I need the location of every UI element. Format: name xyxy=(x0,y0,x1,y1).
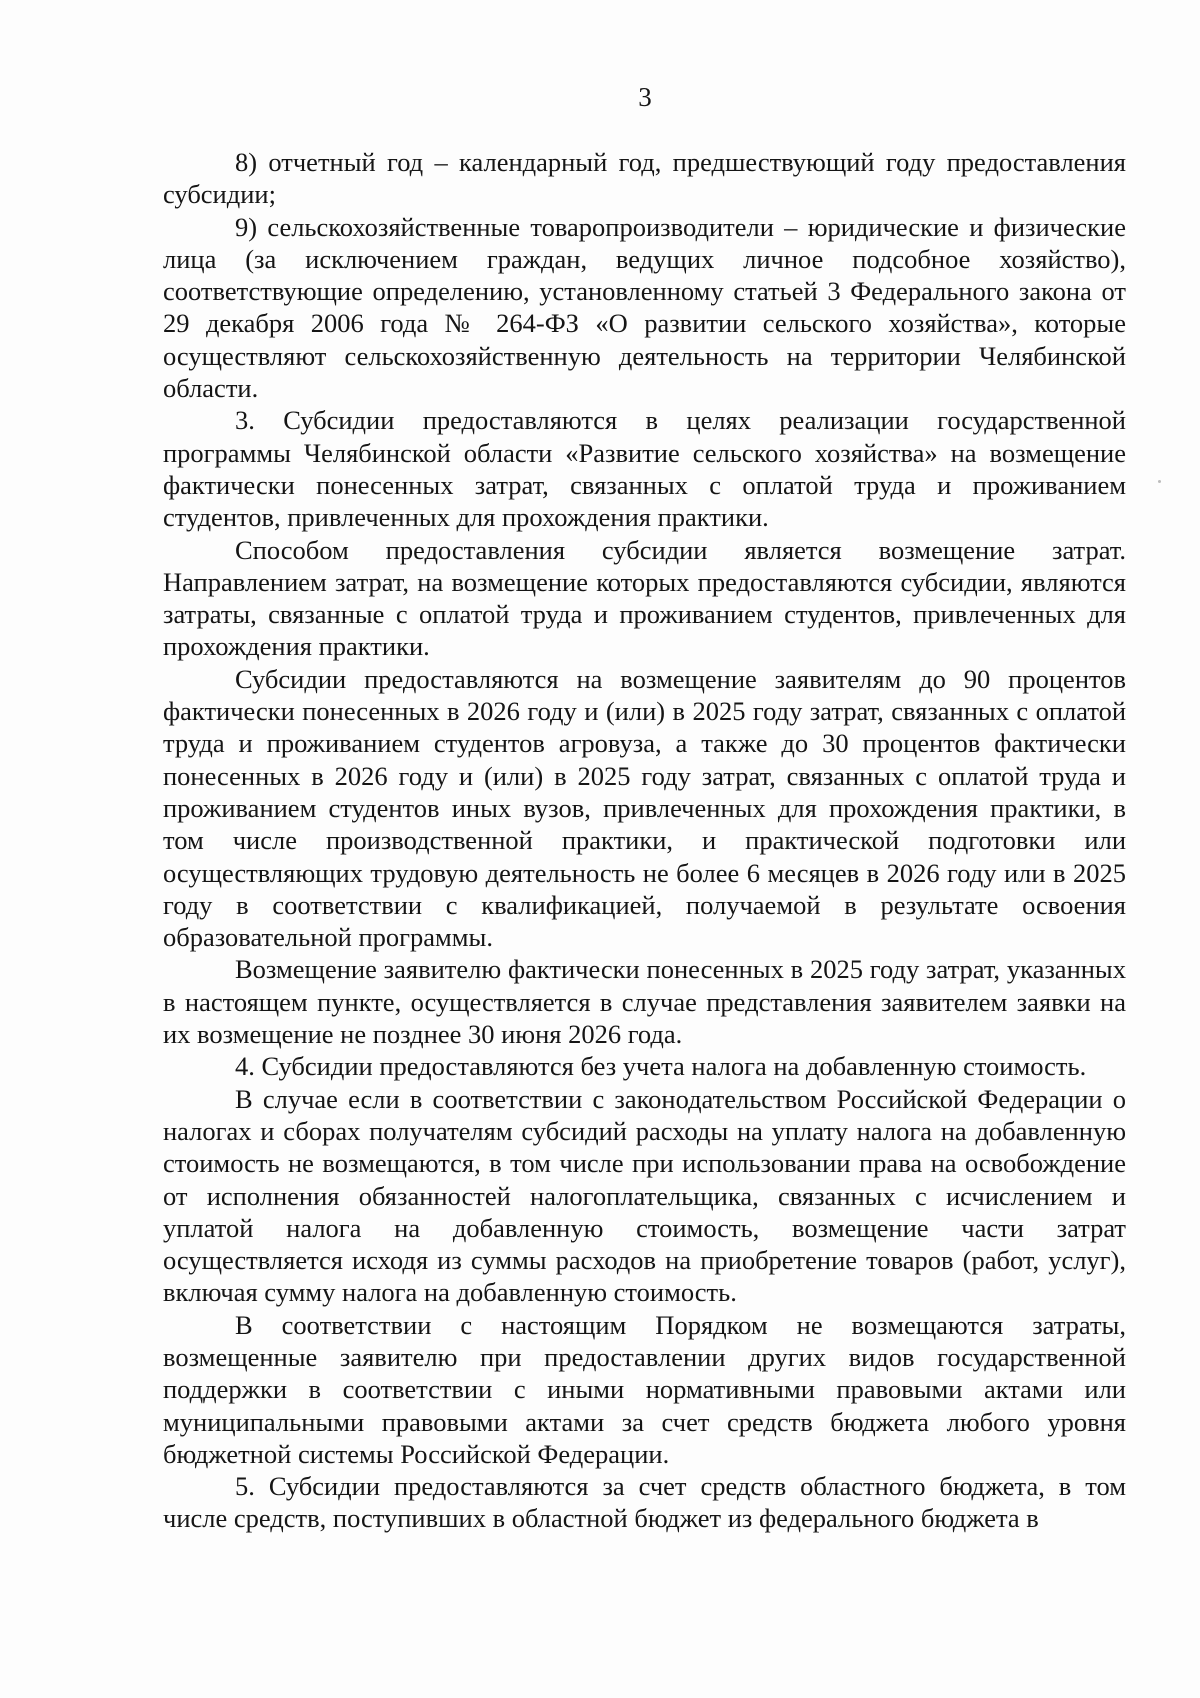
paragraph-percentages: Субсидии предоставляются на возмещение заявителям до 90 процентов фактически понесенных в 2026 году и (или) в 2025 году затрат, связанных с оплатой труда и проживанием студентов агровуза, а также до 30 процентов фактически понесенных в 2026 году и (или) в 2025 году затрат, связанных с оплатой труда и проживанием студентов иных вузов, привлеченных для прохождения практики, в том числе производственной практики, и практической подготовки или осуществляющих трудовую деятельность не более 6 месяцев в 2026 году или в 2025 году в соответствии с квалификацией, получаемой в результате освоения образовательной программы. xyxy=(163,663,1126,953)
paragraph-clause-3: 3. Субсидии предоставляются в целях реализации государственной программы Челябинской области «Развитие сельского хозяйства» на возмещение фактически понесенных затрат, связанных с оплатой труда и проживанием студентов, привлеченных для прохождения практики. xyxy=(163,405,1126,533)
document-body xyxy=(163,146,1126,1535)
paragraph-definition-8: 8) отчетный год – календарный год, предшествующий году предоставления субсидии; xyxy=(163,147,1126,210)
paragraph-definition-9: 9) сельскохозяйственные товаропроизводители – юридические и физические лица (за исключением граждан, ведущих личное подсобное хозяйство), соответствующие определению, установленному статьей 3 Федерального закона от 29 декабря 2006 года № 264-ФЗ «О развитии сельского хозяйства», которые осуществляют сельскохозяйственную деятельность на территории Челябинской области. xyxy=(163,211,1126,404)
paragraph-clause-5: 5. Субсидии предоставляются за счет средств областного бюджета, в том числе средств, поступивших в областной бюджет из федерального бюджета в xyxy=(163,1471,1126,1534)
page-number: 3 xyxy=(638,82,652,112)
paragraph-vat: В случае если в соответствии с законодательством Российской Федерации о налогах и сборах получателям субсидий расходы на уплату налога на добавленную стоимость не возмещаются, в том числе при использовании права на освобождение от исполнения обязанностей налогоплательщика, связанных с исчислением и уплатой налога на добавленную стоимость, возмещение части затрат осуществляется исходя из суммы расходов на приобретение товаров (работ, услуг), включая сумму налога на добавленную стоимость. xyxy=(163,1083,1126,1308)
scan-speck xyxy=(1158,480,1161,483)
paragraph-method: Способом предоставления субсидии является возмещение затрат. Направлением затрат, на возмещение которых предоставляются субсидии, являются затраты, связанные с оплатой труда и проживанием студентов, привлеченных для прохождения практики. xyxy=(163,534,1126,662)
paragraph-clause-4: 4. Субсидии предоставляются без учета налога на добавленную стоимость. xyxy=(235,1051,1087,1082)
paragraph-not-reimbursed: В соответствии с настоящим Порядком не возмещаются затраты, возмещенные заявителю при предоставлении других видов государственной поддержки в соответствии с иными нормативными правовыми актами или муниципальными правовыми актами за счет средств бюджета любого уровня бюджетной системы Российской Федерации. xyxy=(163,1309,1126,1469)
paragraph-reimbursement-2025: Возмещение заявителю фактически понесенных в 2025 году затрат, указанных в настоящем пункте, осуществляется в случае представления заявителем заявки на их возмещение не позднее 30 июня 2026 года. xyxy=(163,954,1126,1050)
